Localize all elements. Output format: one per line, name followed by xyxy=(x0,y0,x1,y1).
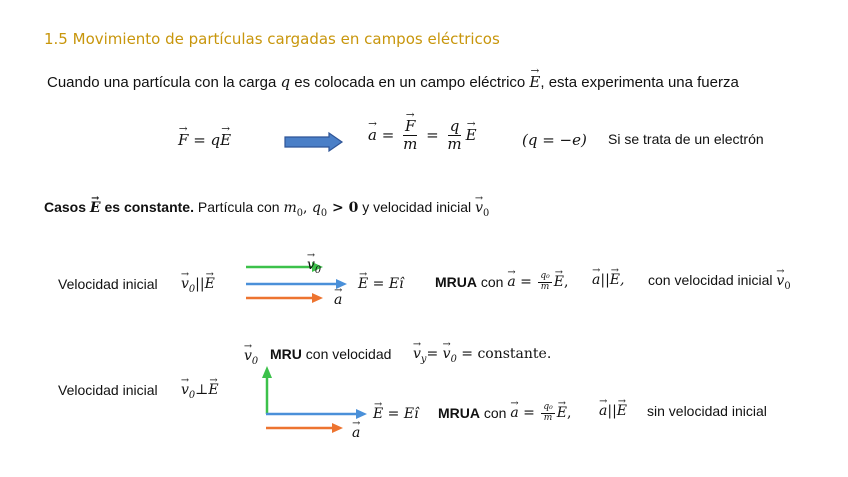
case2-condition: → a||→ E xyxy=(599,403,627,419)
case1-field-equation: → E = Eî xyxy=(358,276,404,292)
case1-mrua: MRUA con → a = $\frac{\text{q₀}}{m}$ → E , xyxy=(435,266,568,298)
section-title: 1.5 Movimiento de partículas cargadas en campos eléctricos xyxy=(44,30,500,48)
case2-label: Velocidad inicial xyxy=(58,382,158,398)
case1-label: Velocidad inicial xyxy=(58,276,158,292)
case2-a-label: → a xyxy=(352,425,360,441)
force-equation: → F = q→ E xyxy=(178,131,231,149)
case2-mru: MRU con velocidad xyxy=(270,346,392,362)
case2-mrua: MRUA con → a = $\frac{\text{q₀}}{m}$ → E , xyxy=(438,397,571,429)
case1-acceleration-arrow xyxy=(246,291,326,305)
case1-tail: con velocidad inicial → $v_0$ xyxy=(648,272,791,292)
acceleration-equation: → a = → $\frac{F}{m}$ = $\frac{q}{m}$ → E xyxy=(368,118,477,152)
case2-relation: → $v_0\perp\to E$ xyxy=(181,382,219,401)
charge-over-mass-fraction: $\frac{q}{m}$ xyxy=(447,117,462,153)
case2-acceleration-arrow xyxy=(266,421,346,435)
case2-field-equation: → E = Eî xyxy=(373,406,419,422)
electron-charge: (q = −e) xyxy=(522,131,587,149)
cases-heading: Casos → E es constante. Partícula con $m_0$, $q_0 > 0$ y velocidad inicial → $v_0$ xyxy=(44,199,489,219)
case1-a-label: → a xyxy=(334,292,342,308)
implies-arrow-icon xyxy=(284,132,344,152)
case2-v0-label: → $v_0$ xyxy=(244,348,258,367)
case2-tail: sin velocidad inicial xyxy=(647,403,767,419)
case2-vy-equation: → $v_y= \to v_0$ = constante. xyxy=(413,346,551,365)
electron-label: Si se trata de un electrón xyxy=(608,131,764,147)
case1-relation: → $v_0||\to E$ xyxy=(181,276,215,295)
force-over-mass-fraction: → $\frac{F}{m}$ xyxy=(401,118,419,152)
intro-sentence: Cuando una partícula con la carga q es colocada en un campo eléctrico → E, esta experimenta una fuerza xyxy=(47,73,739,91)
case1-condition: → a||→ E, xyxy=(592,272,624,288)
case1-v0-label: → $v_0$ xyxy=(307,257,321,276)
